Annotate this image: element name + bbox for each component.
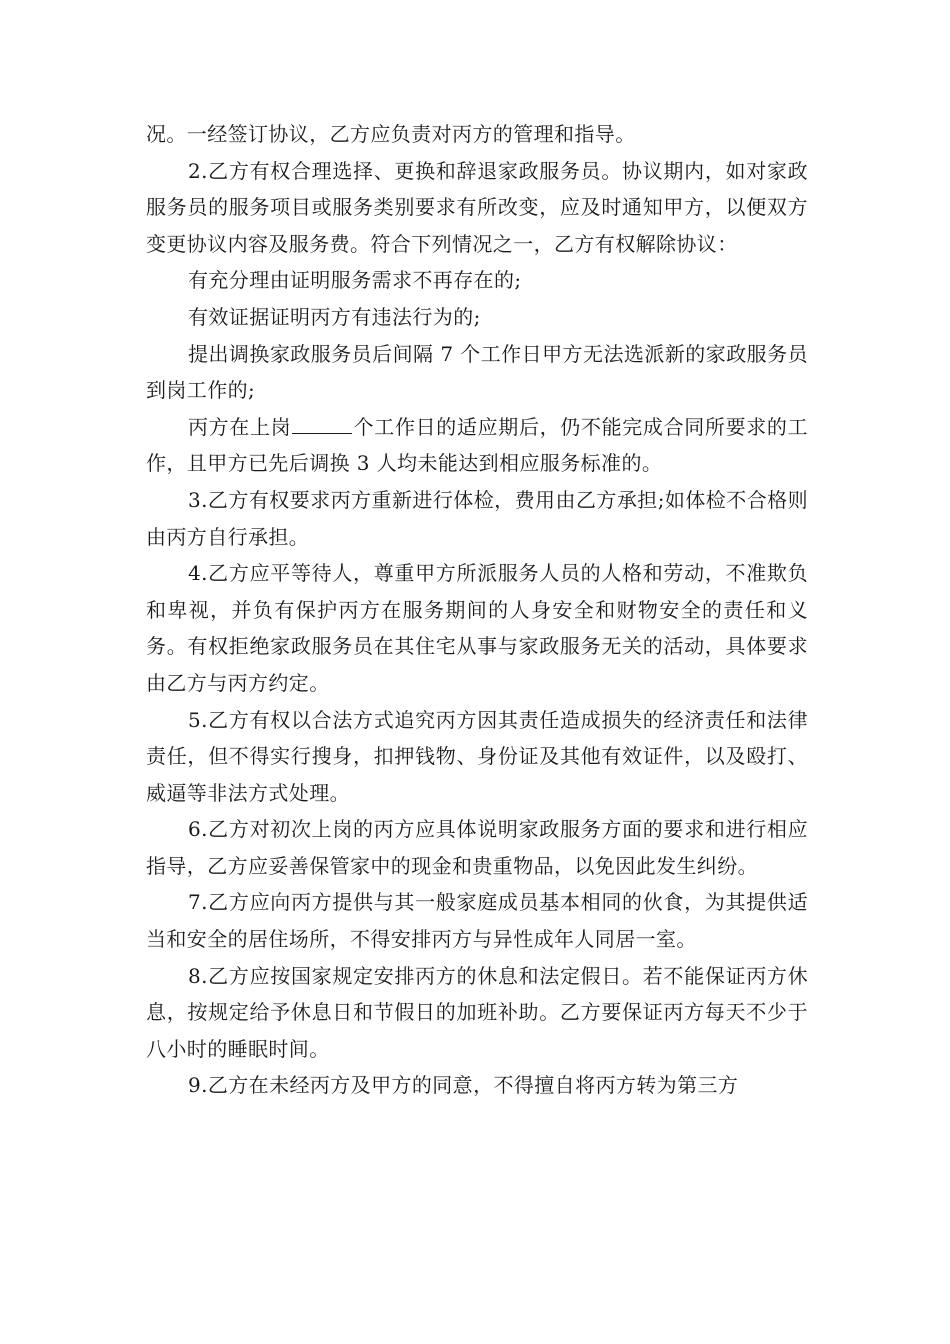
clause-2-condition-1: 有充分理由证明服务需求不再存在的; bbox=[188, 268, 522, 293]
paragraph-continuation: 况。一经签订协议，乙方应负责对丙方的管理和指导。 bbox=[146, 122, 636, 146]
condition-4-text-after: 个工作日的适应期后，仍不能完成合同所要求的工作，且甲方已先后调换 3 人均未能达到相应服务标准的。 bbox=[146, 414, 808, 476]
clause-2-condition-4 bbox=[146, 409, 808, 482]
clause-3: 3.乙方有权要求丙方重新进行体检，费用由乙方承担;如体检不合格则由丙方自行承担。 bbox=[146, 487, 808, 549]
clause-2: 2.乙方有权合理选择、更换和辞退家政服务员。协议期内，如对家政服务员的服务项目或服务类别要求有所改变，应及时通知甲方，以便双方变更协议内容及服务费。符合下列情况之一，乙方有权解除协议： bbox=[146, 158, 808, 256]
clause-6: 6.乙方对初次上岗的丙方应具体说明家政服务方面的要求和进行相应指导，乙方应妥善保管家中的现金和贵重物品，以免因此发生纠纷。 bbox=[146, 817, 808, 878]
condition-4-text-before: 丙方在上岗 bbox=[188, 414, 292, 439]
clause-2-condition-3: 提出调换家政服务员后间隔 7 个工作日甲方无法选派新的家政服务员到岗工作的; bbox=[146, 341, 808, 403]
clause-4: 4.乙方应平等待人，尊重甲方所派服务人员的人格和劳动，不准欺负和卑视，并负有保护丙方在服务期间的人身安全和财物安全的责任和义务。有权拒绝家政服务员在其住宅从事与家政服务无关的活动，具体要求由乙方与丙方约定。 bbox=[146, 561, 808, 695]
clause-7: 7.乙方应向丙方提供与其一般家庭成员基本相同的伙食，为其提供适当和安全的居住场所，不得安排丙方与异性成年人同居一室。 bbox=[146, 890, 808, 952]
fill-in-blank[interactable] bbox=[292, 415, 352, 434]
clause-8: 8.乙方应按国家规定安排丙方的休息和法定假日。若不能保证丙方休息，按规定给予休息日和节假日的加班补助。乙方要保证丙方每天不少于八小时的睡眠时间。 bbox=[146, 963, 808, 1061]
document-body bbox=[146, 116, 808, 1104]
clause-2-condition-2: 有效证据证明丙方有违法行为的; bbox=[188, 304, 481, 329]
clause-9: 9.乙方在未经丙方及甲方的同意，不得擅自将丙方转为第三方 bbox=[188, 1073, 739, 1098]
clause-5: 5.乙方有权以合法方式追究丙方因其责任造成损失的经济责任和法律责任，但不得实行搜身，扣押钱物、身份证及其他有效证件，以及殴打、威逼等非法方式处理。 bbox=[146, 707, 808, 805]
